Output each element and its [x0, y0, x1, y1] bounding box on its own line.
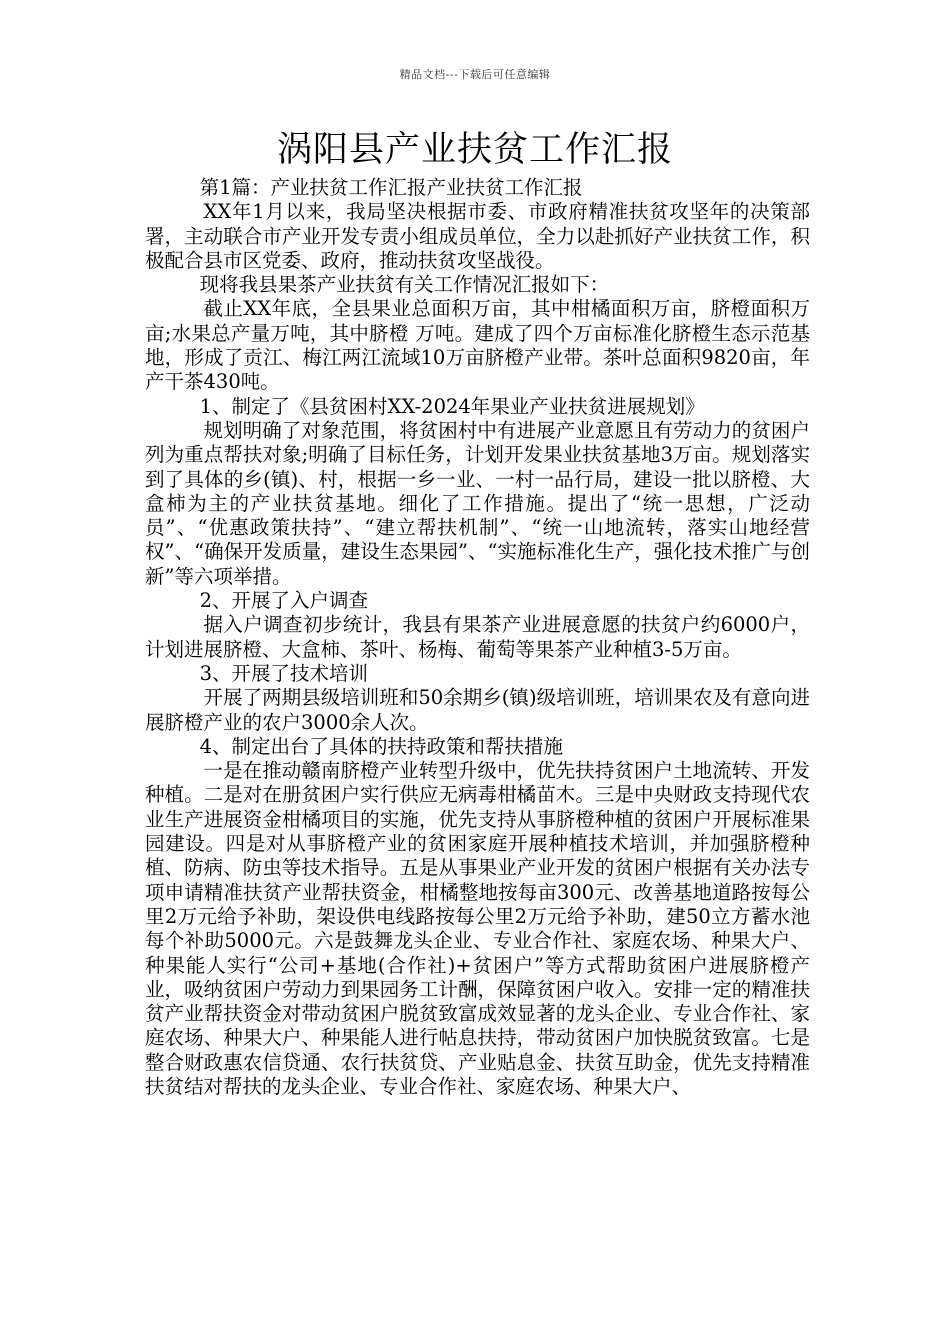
item-heading: 1、制定了《县贫困村XX-2024年果业产业扶贫进展规划》: [199, 394, 705, 418]
item-heading: 3、开展了技术培训: [199, 661, 369, 685]
header-watermark: 精品文档---下载后可任意编辑: [399, 68, 551, 81]
body-paragraph: 据入户调查初步统计，我县有果茶产业进展意愿的扶贫户约6000户，计划进展脐橙、大盒柿、茶叶、杨梅、葡萄等果茶产业种植3-5万亩。: [145, 613, 810, 661]
body-paragraph: 截止XX年底，全县果业总面积万亩，其中柑橘面积万亩，脐橙面积万亩;水果总产量万吨，其中脐橙 万吨。建成了四个万亩标准化脐橙生态示范基地，形成了贡江、梅江两江流域10万亩脐橙产业带。茶叶总面积9820亩，年产干茶430吨。: [145, 297, 810, 394]
body-paragraph: 现将我县果茶产业扶贫有关工作情况汇报如下：: [199, 273, 610, 297]
body-paragraph: XX年1月以来，我局坚决根据市委、市政府精准扶贫攻坚年的决策部署，主动联合市产业开发专责小组成员单位，全力以赴抓好产业扶贫工作，积极配合县市区党委、政府，推动扶贫攻坚战役。: [145, 200, 810, 272]
item-heading: 2、开展了入户调查: [199, 589, 369, 613]
section-heading: 第1篇：产业扶贫工作汇报产业扶贫工作汇报: [199, 176, 583, 199]
item-heading: 4、制定出台了具体的扶持政策和帮扶措施: [199, 734, 564, 758]
document-body: [145, 176, 810, 1099]
body-paragraph: 一是在推动赣南脐橙产业转型升级中，优先扶持贫困户土地流转、开发种植。二是对在册贫困户实行供应无病毒柑橘苗木。三是中央财政支持现代农业生产进展资金柑橘项目的实施，优先支持从事脐橙种植的贫困户开展标准果园建设。四是对从事脐橙产业的贫困家庭开展种植技术培训，并加强脐橙种植、防病、防虫等技术指导。五是从事果业产业开发的贫困户根据有关办法专项申请精准扶贫产业帮扶资金，柑橘整地按每亩300元、改善基地道路按每公里2万元给予补助，架设供电线路按每公里2万元给予补助，建50立方蓄水池每个补助5000元。六是鼓舞龙头企业、专业合作社、家庭农场、种果大户、种果能人实行“公司+基地(合作社)+贫困户”等方式帮助贫困户进展脐橙产业，吸纳贫困户劳动力到果园务工计酬，保障贫困户收入。安排一定的精准扶贫产业帮扶资金对带动贫困户脱贫致富成效显著的龙头企业、专业合作社、家庭农场、种果大户、种果能人进行帖息扶持，带动贫困户加快脱贫致富。七是整合财政惠农信贷通、农行扶贫贷、产业贴息金、扶贫互助金，优先支持精准扶贫结对帮扶的龙头企业、专业合作社、家庭农场、种果大户、: [145, 759, 810, 1098]
body-paragraph: 开展了两期县级培训班和50余期乡(镇)级培训班，培训果农及有意向进展脐橙产业的农户3000余人次。: [145, 686, 810, 734]
body-paragraph: 规划明确了对象范围，将贫困村中有进展产业意愿且有劳动力的贫困户列为重点帮扶对象;明确了目标任务，计划开发果业扶贫基地3万亩。规划落实到了具体的乡(镇)、村，根据一乡一业、一村一品行局，建设一批以脐橙、大盒柿为主的产业扶贫基地。细化了工作措施。提出了“统一思想，广泛动员”、“优惠政策扶持”、“建立帮扶机制”、“统一山地流转，落实山地经营权”、“确保开发质量，建设生态果园”、“实施标准化生产，强化技术推广与创新”等六项举措。: [145, 418, 810, 588]
document-title: 涡阳县产业扶贫工作汇报: [276, 130, 673, 170]
